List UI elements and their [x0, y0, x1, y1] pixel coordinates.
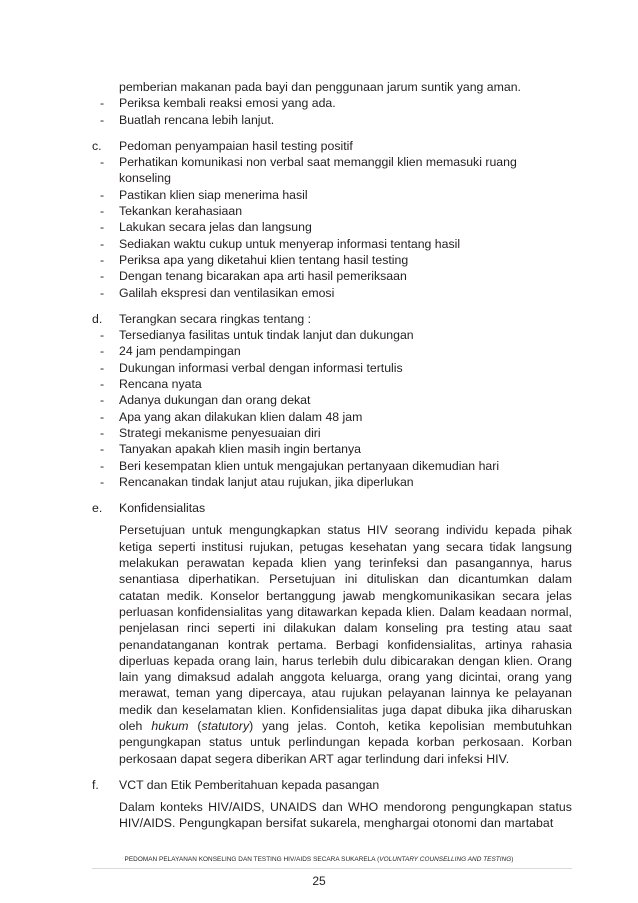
section-letter: d.: [92, 311, 103, 326]
section-f: [92, 777, 572, 832]
section-f-paragraph: Dalam konteks HIV/AIDS, UNAIDS dan WHO mendorong pengungkapan status HIV/AIDS. Pengungkapan bersifat sukarela, menghargai otonomi dan martabat: [119, 800, 572, 831]
page-body: [92, 79, 572, 832]
list-item: - Lakukan secara jelas dan langsung: [100, 220, 312, 235]
section-letter: e.: [92, 501, 103, 516]
section-title: Konfidensialitas: [119, 501, 206, 516]
section-title: Terangkan secara ringkas tentang :: [119, 311, 312, 326]
italic-term: hukum: [151, 718, 189, 733]
section-c: [92, 138, 572, 301]
list-item: - Galilah ekspresi dan ventilasikan emosi: [100, 285, 335, 300]
list-item: - Strategi mekanisme penyesuaian diri: [100, 425, 321, 440]
list-item: - Periksa kembali reaksi emosi yang ada.: [100, 96, 336, 111]
section-heading: [92, 500, 572, 516]
section-heading: [92, 777, 572, 793]
list-item: - Pastikan klien siap menerima hasil: [100, 187, 308, 202]
italic-term: statutory: [201, 718, 250, 733]
list-item: - Apa yang akan dilakukan klien dalam 48 jam: [100, 409, 363, 424]
list-item: - Dukungan informasi verbal dengan informasi tertulis: [100, 360, 403, 375]
section-d-list: [92, 327, 572, 490]
section-heading: [92, 138, 572, 154]
list-item: - Tanyakan apakah klien masih ingin bertanya: [100, 442, 361, 457]
section-e: [92, 500, 572, 767]
page-number: 25: [312, 874, 326, 888]
list-item: - Perhatikan komunikasi non verbal saat memanggil klien memasuki ruang konseling: [100, 155, 517, 186]
continuation-line: pemberian makanan pada bayi dan penggunaan jarum suntik yang aman.: [119, 80, 521, 94]
list-item: - Sediakan waktu cukup untuk menyerap informasi tentang hasil: [100, 236, 461, 251]
list-item: - Periksa apa yang diketahui klien tentang hasil testing: [100, 252, 409, 267]
list-item: - Tekankan kerahasiaan: [100, 204, 243, 219]
section-letter: c.: [92, 138, 102, 153]
list-item: - Rencana nyata: [100, 377, 202, 392]
list-item: - Rencanakan tindak lanjut atau rujukan, jika diperlukan: [100, 474, 414, 489]
footer-divider: [92, 868, 572, 869]
section-c-list: [92, 154, 572, 301]
list-item: - Dengan tenang bicarakan apa arti hasil pemeriksaan: [100, 269, 407, 284]
running-footer: PEDOMAN PELAYANAN KONSELING DAN TESTING HIV/AIDS SECARA SUKARELA (VOLUNTARY COUNSELLING AND TESTING): [124, 856, 514, 863]
section-title: VCT dan Etik Pemberitahuan kepada pasangan: [119, 777, 380, 792]
list-item: - Buatlah rencana lebih lanjut.: [100, 112, 275, 127]
list-item: - Beri kesempatan klien untuk mengajukan pertanyaan dikemudian hari: [100, 458, 500, 473]
list-item: - Tersedianya fasilitas untuk tindak lanjut dan dukungan: [100, 328, 414, 343]
intro-block: [92, 79, 572, 128]
list-item: - 24 jam pendampingan: [100, 344, 241, 359]
section-heading: [92, 311, 572, 327]
section-letter: f.: [92, 777, 99, 792]
section-title: Pedoman penyampaian hasil testing positif: [119, 138, 353, 153]
list-item: - Adanya dukungan dan orang dekat: [100, 393, 311, 408]
section-e-paragraph: Persetujuan untuk mengungkapkan status HIV seorang individu kepada pihak ketiga seperti institusi rujukan, petugas kesehatan yang secara tidak langsung melakukan perawatan kepada klien yang terinfeksi dan pasangannya, harus senantiasa diperhatikan. Persetujuan ini dituliskan dan dicantumkan dalam catatan medik. Konselor bertanggung jawab mengkomunikasikan secara jelas perluasan konfidensialitas yang ditawarkan kepada klien. Dalam keadaan normal, penjelasan rinci seperti ini dilakukan dalam konseling pra testing atau saat penandatanganan kontrak pertama. Berbagi konfidensialitas, artinya rahasia diperluas kepada orang lain, harus terlebih dulu dibicarakan dengan klien. Orang lain yang dimaksud adalah anggota keluarga, orang yang dicintai, orang yang merawat, teman yang dipercaya, atau rujukan pelayanan lainnya ke pelayanan medik dan keselamatan klien. Konfidensialitas juga dapat dibuka jika diharuskan oleh hukum (statutory) yang jelas. Contoh, ketika kepolisian membutuhkan pengungkapan status untuk perlindungan kepada korban perkosaan. Korban perkosaan dapat segera diberikan ART agar terlindung dari infeksi HIV.: [119, 523, 572, 766]
intro-list: [92, 95, 572, 128]
section-d: [92, 311, 572, 490]
